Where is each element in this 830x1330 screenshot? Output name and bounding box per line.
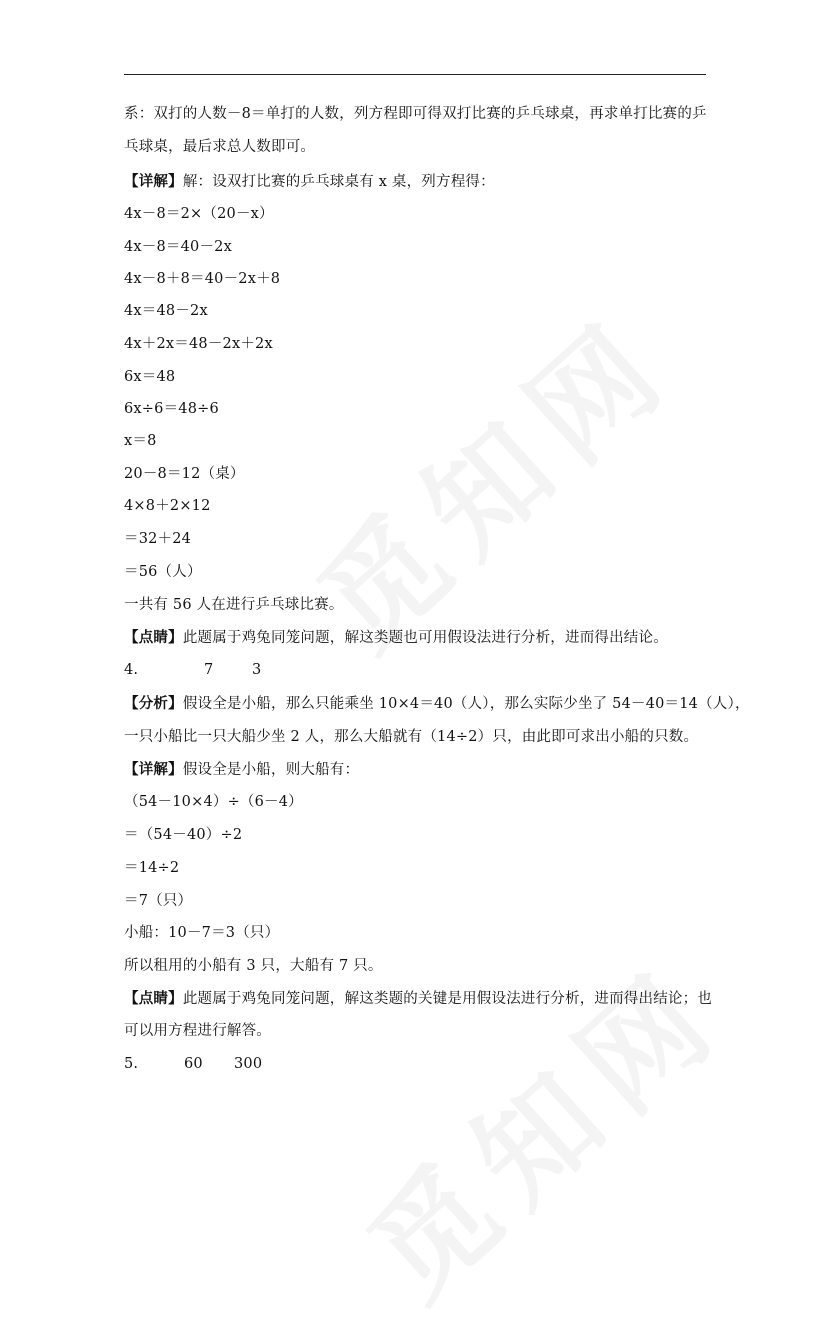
text-line: 6x÷6＝48÷6 [124, 401, 219, 417]
section-text: 此题属于鸡兔同笼问题，解这类题的关键是用假设法进行分析，进而得出结论；也 [182, 991, 713, 1007]
section-label: 【详解】 [124, 761, 183, 778]
text-line: 6x＝48 [124, 369, 176, 385]
section-text: 假设全是小船，那么只能乘坐 10×4＝40（人），那么实际少坐了 54－40＝14（人）， [182, 696, 750, 712]
question-answer-line [124, 1055, 262, 1073]
text-line: 4x－8＝2×（20－x） [124, 206, 274, 222]
text-line: （54－10×4）÷（6－4） [124, 794, 303, 810]
section-label: 【分析】 [124, 695, 183, 712]
text-line: 小船：10－7＝3（只） [124, 925, 280, 941]
header-rule [124, 74, 706, 75]
text-line: 系：双打的人数－8＝单打的人数，列方程即可得双打比赛的乒乓球桌，再求单打比赛的乒 [124, 106, 707, 122]
answer-1: 60 [184, 1056, 203, 1072]
text-line: ＝32＋24 [124, 531, 192, 547]
section-text: 假设全是小船，则大船有： [182, 762, 360, 778]
answer-2: 3 [252, 662, 262, 678]
text-line: x＝8 [124, 433, 157, 449]
question-answer-line [124, 661, 261, 679]
text-line: 可以用方程进行解答。 [124, 1023, 271, 1039]
text-line [124, 761, 359, 779]
section-label: 【详解】 [124, 173, 183, 190]
text-line: 4x＋2x＝48－2x＋2x [124, 336, 273, 352]
answer-2: 300 [234, 1056, 263, 1072]
section-label: 【点睛】 [124, 629, 183, 646]
text-line: 4x＝48－2x [124, 303, 208, 319]
watermark [276, 272, 703, 681]
text-line: 4x－8＝40－2x [124, 239, 232, 255]
section-text: 此题属于鸡兔同笼问题，解这类题也可用假设法进行分析，进而得出结论。 [182, 630, 668, 646]
text-line: 所以租用的小船有 3 只，大船有 7 只。 [124, 958, 383, 974]
text-line: 一只小船比一只大船少坐 2 人，那么大船就有（14÷2）只，由此即可求出小船的只数。 [124, 729, 699, 745]
text-line [124, 629, 668, 647]
text-line: 4×8＋2×12 [124, 498, 211, 514]
text-line: ＝14÷2 [124, 860, 180, 876]
text-line: 4x－8＋8＝40－2x＋8 [124, 271, 281, 287]
section-label: 【点睛】 [124, 990, 183, 1007]
watermark [326, 922, 753, 1330]
question-number: 4. [124, 662, 139, 678]
section-text: 解：设双打比赛的乒乓球桌有 x 桌，列方程得： [182, 174, 495, 190]
text-line [124, 990, 712, 1008]
text-line [124, 695, 750, 713]
text-line: 一共有 56 人在进行乒乓球比赛。 [124, 597, 344, 613]
text-line: 乓球桌，最后求总人数即可。 [124, 139, 316, 155]
text-line [124, 173, 495, 191]
text-line: ＝（54－40）÷2 [124, 827, 243, 843]
question-number: 5. [124, 1056, 139, 1072]
text-line: ＝7（只） [124, 893, 193, 909]
answer-1: 7 [204, 662, 214, 678]
text-line: 20－8＝12（桌） [124, 466, 245, 482]
text-line: ＝56（人） [124, 564, 202, 580]
